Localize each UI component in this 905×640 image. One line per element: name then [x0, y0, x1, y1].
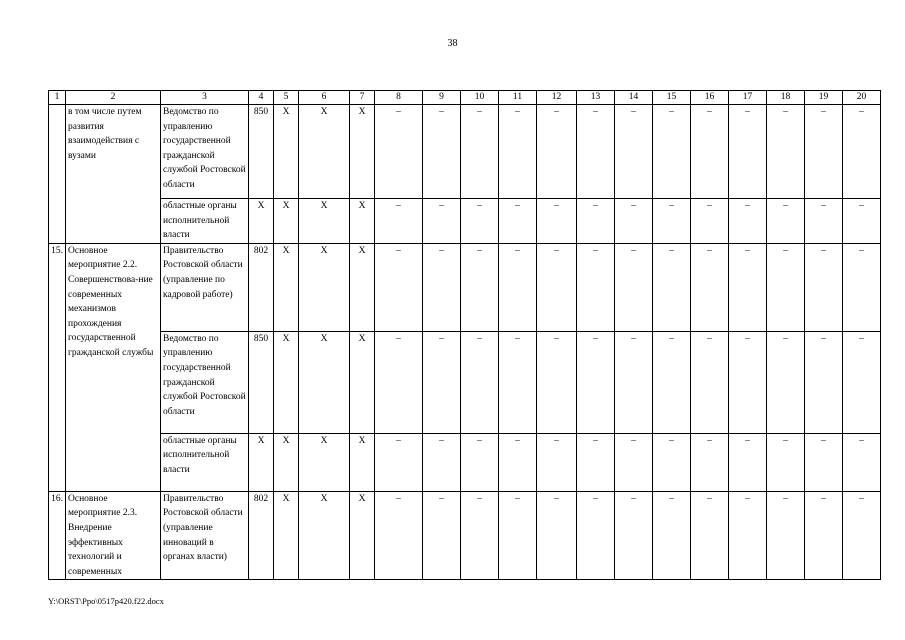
value-cell: –	[615, 199, 653, 244]
value-cell: –	[577, 491, 615, 580]
code-cell-c5: X	[274, 105, 299, 199]
executor-org: Ведомство по управлению государственной гражданской службой Ростовской области	[161, 331, 249, 433]
value-cell: –	[767, 105, 805, 199]
column-header: 3	[161, 91, 249, 105]
value-cell: –	[615, 433, 653, 491]
column-header: 8	[375, 91, 423, 105]
value-cell: –	[691, 243, 729, 331]
value-cell: –	[577, 105, 615, 199]
value-cell: –	[767, 433, 805, 491]
code-cell-c7: X	[350, 331, 375, 433]
value-cell: –	[461, 331, 499, 433]
value-cell: –	[653, 199, 691, 244]
column-header: 2	[66, 91, 161, 105]
activity-name: в том числе путем развития взаимодействия с вузами	[66, 105, 161, 244]
code-cell-c4: 850	[249, 331, 274, 433]
column-header: 17	[729, 91, 767, 105]
value-cell: –	[653, 105, 691, 199]
column-header: 19	[805, 91, 843, 105]
table-row	[49, 433, 881, 491]
header-row	[49, 91, 881, 105]
column-header: 12	[537, 91, 577, 105]
activity-name: Основное мероприятие 2.2. Совершенствова-ние современных механизмов прохождения государственной гражданской службы	[66, 243, 161, 491]
value-cell: –	[691, 433, 729, 491]
activity-name: Основное мероприятие 2.3. Внедрение эффективных технологий и современных	[66, 491, 161, 580]
code-cell-c4: 802	[249, 491, 274, 580]
code-cell-c6: X	[299, 433, 350, 491]
value-cell: –	[423, 243, 461, 331]
code-cell-c5: X	[274, 243, 299, 331]
column-header: 6	[299, 91, 350, 105]
value-cell: –	[461, 491, 499, 580]
value-cell: –	[767, 331, 805, 433]
value-cell: –	[537, 243, 577, 331]
executor-org: областные органы исполнительной власти	[161, 199, 249, 244]
code-cell-c7: X	[350, 491, 375, 580]
value-cell: –	[537, 433, 577, 491]
value-cell: –	[691, 331, 729, 433]
value-cell: –	[499, 199, 537, 244]
value-cell: –	[805, 105, 843, 199]
code-cell-c7: X	[350, 105, 375, 199]
column-header: 4	[249, 91, 274, 105]
row-number: 16.	[49, 491, 66, 580]
value-cell: –	[461, 243, 499, 331]
value-cell: –	[805, 199, 843, 244]
code-cell-c6: X	[299, 105, 350, 199]
executor-org: Ведомство по управлению государственной гражданской службой Ростовской области	[161, 105, 249, 199]
row-number: 15.	[49, 243, 66, 491]
value-cell: –	[843, 331, 881, 433]
column-header: 15	[653, 91, 691, 105]
column-header: 14	[615, 91, 653, 105]
column-header: 16	[691, 91, 729, 105]
column-header: 20	[843, 91, 881, 105]
table-row	[49, 105, 881, 199]
value-cell: –	[537, 331, 577, 433]
value-cell: –	[461, 433, 499, 491]
code-cell-c7: X	[350, 243, 375, 331]
value-cell: –	[499, 331, 537, 433]
value-cell: –	[691, 199, 729, 244]
code-cell-c6: X	[299, 199, 350, 244]
value-cell: –	[499, 491, 537, 580]
value-cell: –	[843, 199, 881, 244]
value-cell: –	[729, 199, 767, 244]
table-row	[49, 199, 881, 244]
file-path-footer: Y:\ORST\Ppo\0517p420.f22.docx	[48, 596, 164, 606]
table-row	[49, 491, 881, 580]
code-cell-c5: X	[274, 433, 299, 491]
code-cell-c5: X	[274, 199, 299, 244]
page-number: 38	[447, 38, 458, 49]
table-row	[49, 243, 881, 331]
value-cell: –	[615, 331, 653, 433]
value-cell: –	[653, 491, 691, 580]
code-cell-c5: X	[274, 491, 299, 580]
column-header: 5	[274, 91, 299, 105]
value-cell: –	[461, 199, 499, 244]
column-header: 18	[767, 91, 805, 105]
code-cell-c5: X	[274, 331, 299, 433]
value-cell: –	[537, 199, 577, 244]
value-cell: –	[843, 105, 881, 199]
value-cell: –	[577, 199, 615, 244]
column-header: 13	[577, 91, 615, 105]
value-cell: –	[375, 105, 423, 199]
value-cell: –	[729, 243, 767, 331]
code-cell-c6: X	[299, 491, 350, 580]
row-number	[49, 105, 66, 244]
value-cell: –	[423, 331, 461, 433]
value-cell: –	[499, 433, 537, 491]
value-cell: –	[729, 491, 767, 580]
value-cell: –	[615, 491, 653, 580]
value-cell: –	[767, 491, 805, 580]
value-cell: –	[461, 105, 499, 199]
value-cell: –	[615, 105, 653, 199]
budget-table	[48, 90, 881, 580]
value-cell: –	[423, 491, 461, 580]
code-cell-c6: X	[299, 331, 350, 433]
value-cell: –	[653, 243, 691, 331]
value-cell: –	[537, 491, 577, 580]
code-cell-c4: 802	[249, 243, 274, 331]
value-cell: –	[375, 243, 423, 331]
executor-org: областные органы исполнительной власти	[161, 433, 249, 491]
code-cell-c4: X	[249, 433, 274, 491]
executor-org: Правительство Ростовской области (управление инноваций в органах власти)	[161, 491, 249, 580]
value-cell: –	[729, 433, 767, 491]
value-cell: –	[843, 491, 881, 580]
value-cell: –	[499, 105, 537, 199]
value-cell: –	[423, 433, 461, 491]
value-cell: –	[729, 331, 767, 433]
column-header: 11	[499, 91, 537, 105]
value-cell: –	[423, 199, 461, 244]
value-cell: –	[843, 243, 881, 331]
value-cell: –	[805, 433, 843, 491]
value-cell: –	[805, 491, 843, 580]
value-cell: –	[375, 433, 423, 491]
value-cell: –	[375, 491, 423, 580]
value-cell: –	[423, 105, 461, 199]
table-row	[49, 331, 881, 433]
value-cell: –	[499, 243, 537, 331]
column-header: 9	[423, 91, 461, 105]
executor-org: Правительство Ростовской области (управление по кадровой работе)	[161, 243, 249, 331]
code-cell-c4: 850	[249, 105, 274, 199]
column-header: 10	[461, 91, 499, 105]
column-header: 1	[49, 91, 66, 105]
value-cell: –	[537, 105, 577, 199]
value-cell: –	[691, 105, 729, 199]
value-cell: –	[767, 199, 805, 244]
value-cell: –	[691, 491, 729, 580]
value-cell: –	[653, 331, 691, 433]
value-cell: –	[375, 331, 423, 433]
value-cell: –	[653, 433, 691, 491]
value-cell: –	[805, 243, 843, 331]
value-cell: –	[577, 331, 615, 433]
value-cell: –	[577, 433, 615, 491]
value-cell: –	[729, 105, 767, 199]
value-cell: –	[577, 243, 615, 331]
code-cell-c6: X	[299, 243, 350, 331]
code-cell-c4: X	[249, 199, 274, 244]
value-cell: –	[375, 199, 423, 244]
value-cell: –	[843, 433, 881, 491]
code-cell-c7: X	[350, 199, 375, 244]
value-cell: –	[767, 243, 805, 331]
value-cell: –	[615, 243, 653, 331]
code-cell-c7: X	[350, 433, 375, 491]
column-header: 7	[350, 91, 375, 105]
value-cell: –	[805, 331, 843, 433]
